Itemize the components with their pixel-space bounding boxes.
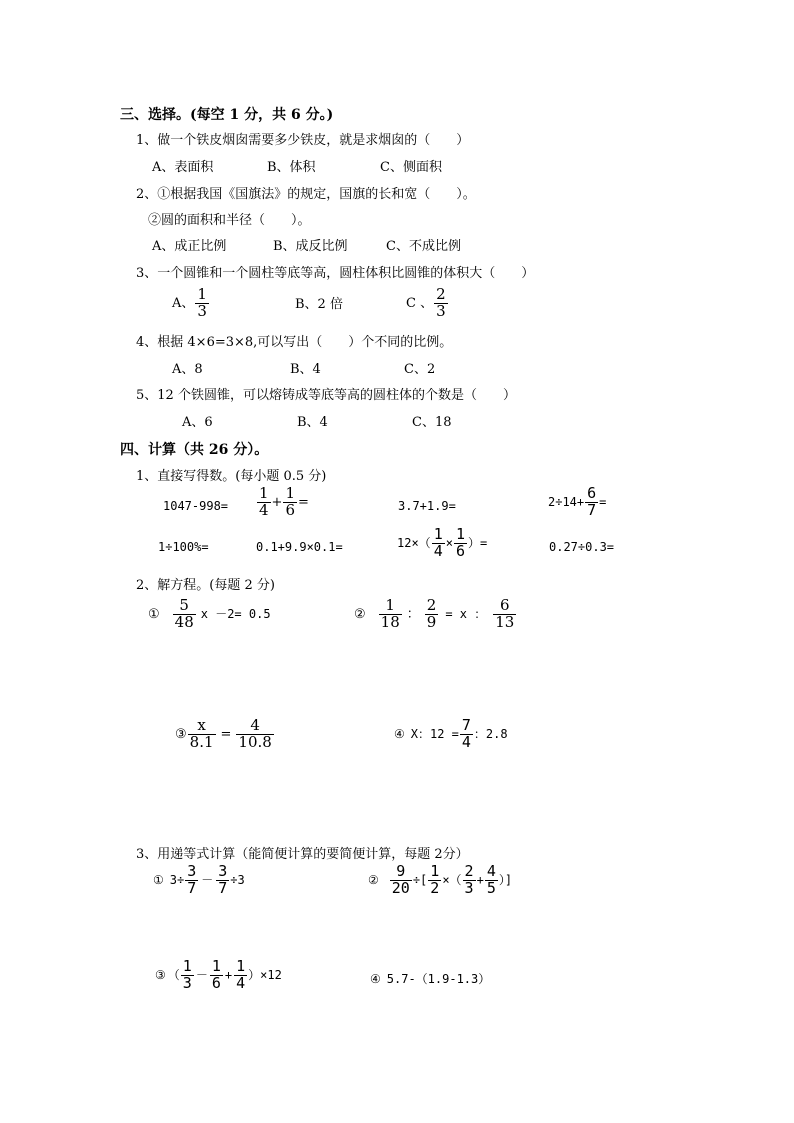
- fraction: $\frac{5}{48}$: [174, 596, 194, 631]
- calc-c: 3.7+1.9=: [398, 499, 456, 513]
- part2-title: 2、解方程。(每题 2 分): [136, 578, 275, 593]
- q4-text: 4、根据 4×6=3×8,可以写出（ ）个不同的比例。: [136, 335, 453, 350]
- part3-title: 3、用递等式计算（能简便计算的要简便计算，每题 2分）: [136, 847, 469, 862]
- fraction: $\frac{6}{7}$: [587, 484, 597, 519]
- calc-expr-4: ④ 5.7-（1.9-1.3）: [370, 972, 491, 986]
- q3-option-c: [406, 287, 449, 320]
- fraction: $\frac{1}{6}$: [455, 525, 465, 560]
- calc-expr-3: ③ （ $\frac{1}{3}$ － $\frac{1}{6}$ + $\frac{1}{4}$ ）×12: [155, 957, 282, 992]
- calc-e: 1÷100%=: [158, 540, 209, 554]
- q5-option-c: C、18: [412, 415, 452, 430]
- fraction: $\frac{7}{4}$: [461, 716, 471, 751]
- fraction: $\frac{1}{4}$: [236, 957, 246, 992]
- q2-option-c: C、不成比例: [386, 239, 461, 254]
- q1-option-a: A、表面积: [152, 160, 214, 175]
- q3-option-c-label: C 、: [406, 295, 434, 311]
- fraction: $\frac{9}{20}$: [391, 862, 410, 897]
- calc-g: 12×（ $\frac{1}{4}$ × $\frac{1}{6}$ ）=: [397, 525, 488, 560]
- calc-h: 0.27÷0.3=: [549, 540, 615, 554]
- q5-option-a: A、6: [182, 415, 213, 430]
- q2-text2: ②圆的面积和半径（ ）。: [148, 213, 311, 228]
- equation-2: ② $\frac{1}{18}$ ： $\frac{2}{9}$ = x ： $\frac{6}{13}$: [354, 596, 515, 631]
- equation-4: ④ X：12 = $\frac{7}{4}$ ：2.8: [394, 716, 508, 751]
- q4-option-c: C、2: [404, 362, 436, 377]
- q1-text: 1、做一个铁皮烟囱需要多少铁皮，就是求烟囱的（ ）: [136, 133, 470, 148]
- part1-title: 1、直接写得数。(每小题 0.5 分): [136, 469, 327, 484]
- fraction: $\frac{1}{3}$: [182, 957, 192, 992]
- fraction: $\frac{6}{13}$: [495, 596, 515, 631]
- fraction: $\frac{2}{3}$: [436, 285, 446, 320]
- q3-option-a-label: A、: [172, 295, 195, 311]
- calc-expr-2: ② $\frac{9}{20}$ ÷[ $\frac{1}{2}$ ×（ $\frac{2}{3}$ + $\frac{4}{5}$ ）]: [368, 862, 513, 897]
- calc-f: 0.1+9.9×0.1=: [256, 540, 343, 554]
- calc-expr-1: ① 3÷ $\frac{3}{7}$ － $\frac{3}{7}$ ÷3: [153, 862, 245, 897]
- fraction: $\frac{1}{6}$: [211, 957, 221, 992]
- q2-text: 2、①根据我国《国旗法》的规定，国旗的长和宽（ ）。: [136, 187, 476, 202]
- q4-option-b: B、4: [290, 362, 321, 377]
- fraction: $\frac{4}{10.8}$: [238, 716, 272, 751]
- q3-text: 3、一个圆锥和一个圆柱等底等高，圆柱体积比圆锥的体积大（ ）: [136, 266, 535, 281]
- fraction: $\frac{3}{7}$: [187, 862, 197, 897]
- fraction: $\frac{1}{6}$: [285, 484, 295, 519]
- q3-option-b: B、2 倍: [295, 297, 343, 312]
- fraction: $\frac{2}{9}$: [426, 596, 437, 631]
- fraction: $\frac{4}{5}$: [486, 862, 496, 897]
- equation-1: ① $\frac{5}{48}$ x －2= 0.5: [148, 596, 271, 631]
- q5-option-b: B、4: [297, 415, 328, 430]
- q2-option-a: A、成正比例: [152, 239, 227, 254]
- fraction: $\frac{1}{18}$: [380, 596, 400, 631]
- fraction: $\frac{1}{2}$: [430, 862, 440, 897]
- q1-option-c: C、侧面积: [380, 160, 442, 175]
- q1-option-b: B、体积: [267, 160, 316, 175]
- fraction: $\frac{3}{7}$: [218, 862, 228, 897]
- fraction: $\frac{2}{3}$: [464, 862, 474, 897]
- q2-option-b: B、成反比例: [273, 239, 348, 254]
- calc-a: 1047-998=: [163, 499, 229, 513]
- section-3-title: 三、选择。(每空 1 分，共 6 分。): [120, 107, 334, 123]
- calc-b: $\frac{1}{4}$ + $\frac{1}{6}$ =: [259, 484, 309, 519]
- fraction: $\frac{x}{8.1}$: [189, 716, 214, 751]
- equation-3: ③ $\frac{x}{8.1}$ = $\frac{4}{10.8}$: [175, 716, 272, 751]
- fraction: $\frac{1}{4}$: [433, 525, 443, 560]
- section-4-title: 四、计算（共 26 分）。: [120, 442, 269, 458]
- q5-text: 5、12 个铁圆锥，可以熔铸成等底等高的圆柱体的个数是（ ）: [136, 388, 516, 403]
- fraction: $\frac{1}{4}$: [259, 484, 269, 519]
- calc-d: 2÷14+ $\frac{6}{7}$ =: [548, 484, 607, 519]
- q4-option-a: A、8: [172, 362, 203, 377]
- q3-option-a: [172, 287, 210, 320]
- fraction: $\frac{1}{3}$: [197, 285, 207, 320]
